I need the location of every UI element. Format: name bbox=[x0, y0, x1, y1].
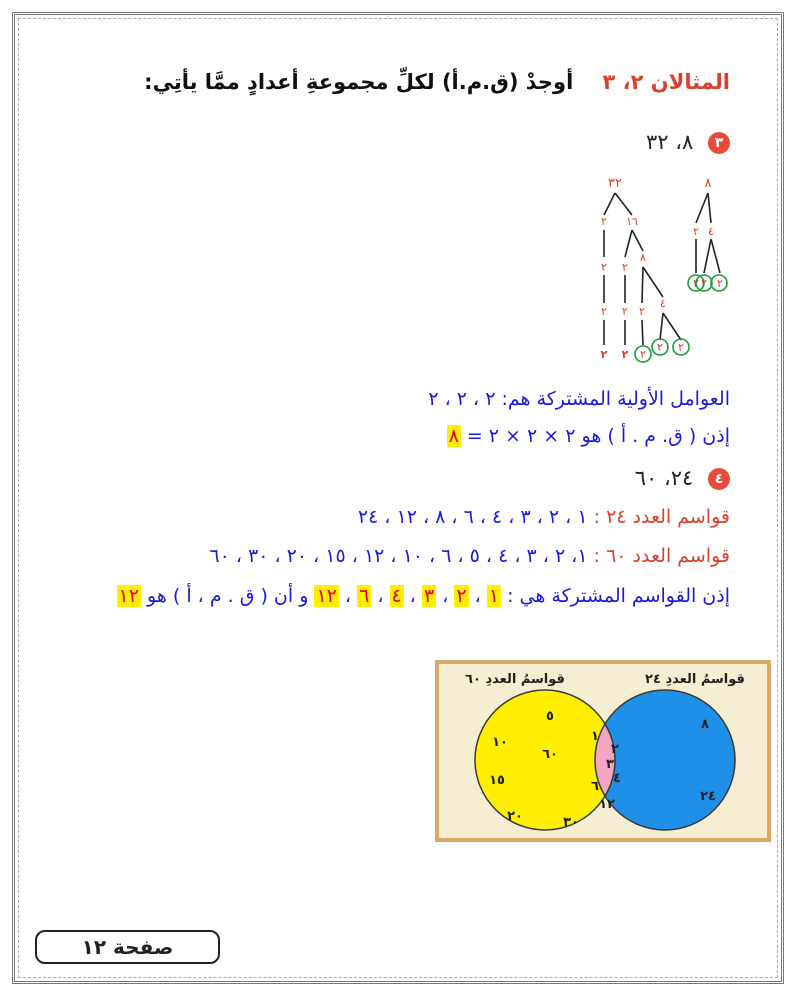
problem-4-heading bbox=[635, 466, 730, 490]
common-divisor: ١ bbox=[488, 585, 500, 607]
examples-label: المثالان ٢، ٣ bbox=[602, 70, 730, 94]
tree-node: ٤ bbox=[708, 225, 714, 238]
tree-node: ٢ bbox=[622, 261, 628, 274]
venn-label-60: قواسمُ العددِ ٦٠ bbox=[465, 672, 565, 687]
divisors-24-line: قواسم العدد ٢٤ : ١ ، ٢ ، ٣ ، ٤ ، ٦ ، ٨ ، ١٢ ، ٢٤ bbox=[357, 506, 730, 528]
venn-label-24: قواسمُ العددِ ٢٤ bbox=[645, 672, 745, 687]
problem-number-badge: ٣ bbox=[708, 132, 730, 154]
problem-3-heading bbox=[646, 130, 730, 154]
tree-node: ١٦ bbox=[626, 215, 638, 228]
venn-value: ٢٠ bbox=[507, 809, 523, 824]
common-prime-factors: العوامل الأولية المشتركة هم: ٢ ، ٢ ، ٢ bbox=[428, 388, 730, 410]
tree-leaf: ٢ bbox=[678, 341, 684, 354]
venn-circle-24 bbox=[595, 690, 735, 830]
tree-leaf: ٢ bbox=[621, 348, 629, 361]
venn-value: ٦ bbox=[591, 779, 599, 794]
common-divisor: ٣ bbox=[423, 585, 435, 607]
venn-value: ٢٤ bbox=[700, 789, 716, 804]
venn-value: ٦٠ bbox=[542, 747, 558, 762]
tree-leaf: ٢ bbox=[693, 277, 699, 290]
gcf-highlight: ١٢ bbox=[118, 585, 139, 607]
venn-value: ٨ bbox=[701, 717, 709, 732]
venn-value: ٥ bbox=[546, 709, 554, 724]
common-divisor: ٤ bbox=[391, 585, 402, 607]
tree-node: ٨ bbox=[640, 251, 646, 264]
venn-value: ٣ bbox=[606, 757, 614, 772]
tree-leaf: ٢ bbox=[600, 348, 608, 361]
common-divisor: ٦ bbox=[359, 585, 370, 607]
tree-node: ٢ bbox=[601, 305, 607, 318]
tree-leaf: ٢ bbox=[717, 277, 723, 290]
gcf-highlight: ٨ bbox=[448, 425, 459, 447]
venn-value: ٢ bbox=[611, 742, 619, 757]
common-divisor: ١٢ bbox=[316, 585, 337, 607]
page-number-label: صفحة ١٢ bbox=[35, 930, 220, 964]
venn-value: ١٠ bbox=[492, 735, 508, 750]
tree-leaf: ٢ bbox=[657, 341, 663, 354]
venn-value: ٤ bbox=[613, 771, 621, 786]
venn-diagram bbox=[435, 660, 771, 842]
tree-32-root: ٣٢ bbox=[608, 176, 622, 191]
tree-leaf: ٢ bbox=[640, 348, 646, 361]
venn-value: ١ bbox=[591, 729, 599, 744]
tree-8-root: ٨ bbox=[704, 176, 712, 191]
factor-trees bbox=[440, 175, 723, 375]
tree-node: ٢ bbox=[693, 225, 699, 238]
problem-3-numbers: ٨، ٣٢ bbox=[646, 130, 694, 154]
common-divisor: ٢ bbox=[456, 585, 467, 607]
gcf-result-line-3: إذن ( ق. م . أ ) هو ٢ × ٢ × ٢ = ٨ bbox=[448, 425, 730, 447]
tree-node: ٢ bbox=[622, 305, 628, 318]
tree-node: ٤ bbox=[660, 297, 666, 310]
tree-node: ٢ bbox=[601, 215, 607, 228]
problem-number-badge: ٤ bbox=[708, 468, 730, 490]
venn-value: ٣٠ bbox=[563, 815, 579, 830]
venn-value: ١٢ bbox=[599, 797, 615, 812]
venn-value: ١٥ bbox=[489, 773, 505, 788]
tree-node: ٢ bbox=[639, 305, 645, 318]
tree-node: ٢ bbox=[601, 261, 607, 274]
problem-4-numbers: ٢٤، ٦٠ bbox=[634, 466, 694, 490]
divisors-60-line: قواسم العدد ٦٠ : ١، ٢ ، ٣ ، ٤ ، ٥ ، ٦ ، ١٠ ، ١٢ ، ١٥ ، ٢٠ ، ٣٠ ، ٦٠ bbox=[209, 545, 730, 567]
exercise-header bbox=[144, 70, 730, 94]
exercise-instruction: أوجدْ (ق.م.أ) لكلِّ مجموعةِ أعدادٍ ممَّا يأتِي: bbox=[144, 70, 574, 94]
common-divisors-line: إذن القواسم المشتركة هي : ١ ، ٢ ، ٣ ، ٤ ، ٦ ، ١٢ و أن ( ق . م ، أ ) هو ١٢ bbox=[118, 585, 730, 607]
tree-leaf: ٢ bbox=[701, 277, 707, 290]
